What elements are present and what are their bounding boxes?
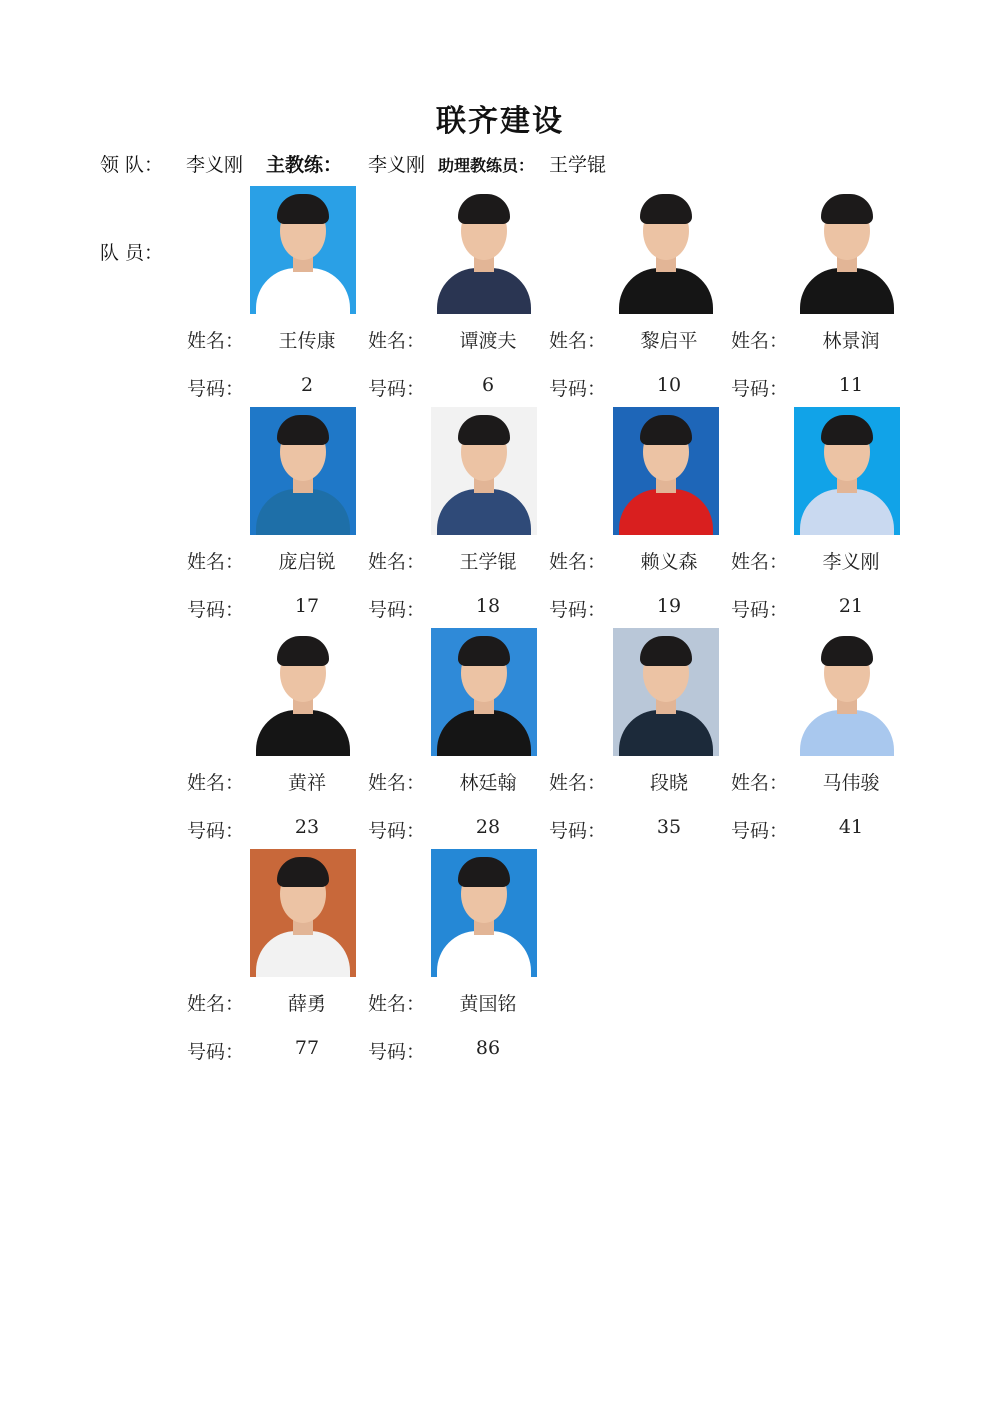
player-photo — [250, 186, 356, 314]
player-name: 黄国铭 — [459, 993, 517, 1015]
player-number-label: 号码： — [549, 599, 607, 621]
player-number-label: 号码： — [368, 378, 426, 400]
player-number-label: 号码： — [731, 820, 789, 842]
player-number-label: 号码： — [549, 820, 607, 842]
assistant-coach-name: 王学锟 — [549, 154, 607, 176]
player-number: 21 — [838, 595, 864, 617]
player-name: 李义刚 — [822, 551, 880, 573]
player-photo — [613, 628, 719, 756]
player-name-label: 姓名： — [368, 330, 426, 352]
player-number: 86 — [475, 1037, 501, 1059]
player-photo — [250, 407, 356, 535]
player-number: 23 — [294, 816, 320, 838]
player-name: 马伟骏 — [822, 772, 880, 794]
head-coach-name: 李义刚 — [368, 154, 426, 176]
player-name-label: 姓名： — [731, 772, 789, 794]
player-number-label: 号码： — [368, 1041, 426, 1063]
head-coach-label: 主教练： — [266, 154, 343, 176]
player-name-label: 姓名： — [187, 993, 245, 1015]
player-number: 2 — [300, 374, 314, 396]
player-name: 薛勇 — [287, 993, 326, 1015]
player-number: 41 — [838, 816, 864, 838]
player-name: 赖义森 — [640, 551, 698, 573]
player-name-label: 姓名： — [549, 551, 607, 573]
player-number-label: 号码： — [368, 599, 426, 621]
player-number-label: 号码： — [368, 820, 426, 842]
player-name-label: 姓名： — [368, 772, 426, 794]
player-photo — [794, 628, 900, 756]
player-name-label: 姓名： — [187, 772, 245, 794]
player-photo — [250, 849, 356, 977]
player-number: 10 — [656, 374, 682, 396]
leader-name: 李义刚 — [186, 154, 244, 176]
player-name-label: 姓名： — [731, 551, 789, 573]
player-name: 段晓 — [649, 772, 688, 794]
player-name-label: 姓名： — [549, 772, 607, 794]
player-number-label: 号码： — [187, 378, 245, 400]
player-photo — [613, 407, 719, 535]
player-photo — [431, 407, 537, 535]
player-name: 王学锟 — [459, 551, 517, 573]
player-number-label: 号码： — [187, 820, 245, 842]
player-photo — [431, 186, 537, 314]
player-number: 19 — [656, 595, 682, 617]
player-number: 18 — [475, 595, 501, 617]
player-name-label: 姓名： — [731, 330, 789, 352]
player-number: 17 — [294, 595, 320, 617]
player-number-label: 号码： — [731, 378, 789, 400]
player-name: 谭渡夫 — [459, 330, 517, 352]
player-number: 11 — [838, 374, 864, 396]
player-number-label: 号码： — [731, 599, 789, 621]
player-photo — [431, 849, 537, 977]
player-name: 王传康 — [278, 330, 336, 352]
player-name-label: 姓名： — [368, 993, 426, 1015]
assistant-coach-label: 助理教练员： — [438, 156, 535, 175]
player-name: 黄祥 — [287, 772, 326, 794]
page-title: 联齐建设 — [436, 104, 564, 139]
leader-label: 领 队： — [100, 154, 164, 176]
player-name-label: 姓名： — [368, 551, 426, 573]
player-photo — [794, 186, 900, 314]
player-number-label: 号码： — [549, 378, 607, 400]
player-number-label: 号码： — [187, 599, 245, 621]
player-name: 庞启锐 — [278, 551, 336, 573]
player-name: 黎启平 — [640, 330, 698, 352]
player-name-label: 姓名： — [187, 551, 245, 573]
player-number: 35 — [656, 816, 682, 838]
player-name-label: 姓名： — [187, 330, 245, 352]
player-number: 6 — [481, 374, 495, 396]
player-photo — [250, 628, 356, 756]
player-name: 林廷翰 — [459, 772, 517, 794]
player-photo — [794, 407, 900, 535]
player-name: 林景润 — [822, 330, 880, 352]
player-photo — [613, 186, 719, 314]
player-photo — [431, 628, 537, 756]
player-number: 77 — [294, 1037, 320, 1059]
player-number-label: 号码： — [187, 1041, 245, 1063]
player-name-label: 姓名： — [549, 330, 607, 352]
player-number: 28 — [475, 816, 501, 838]
members-label: 队 员： — [100, 242, 164, 264]
